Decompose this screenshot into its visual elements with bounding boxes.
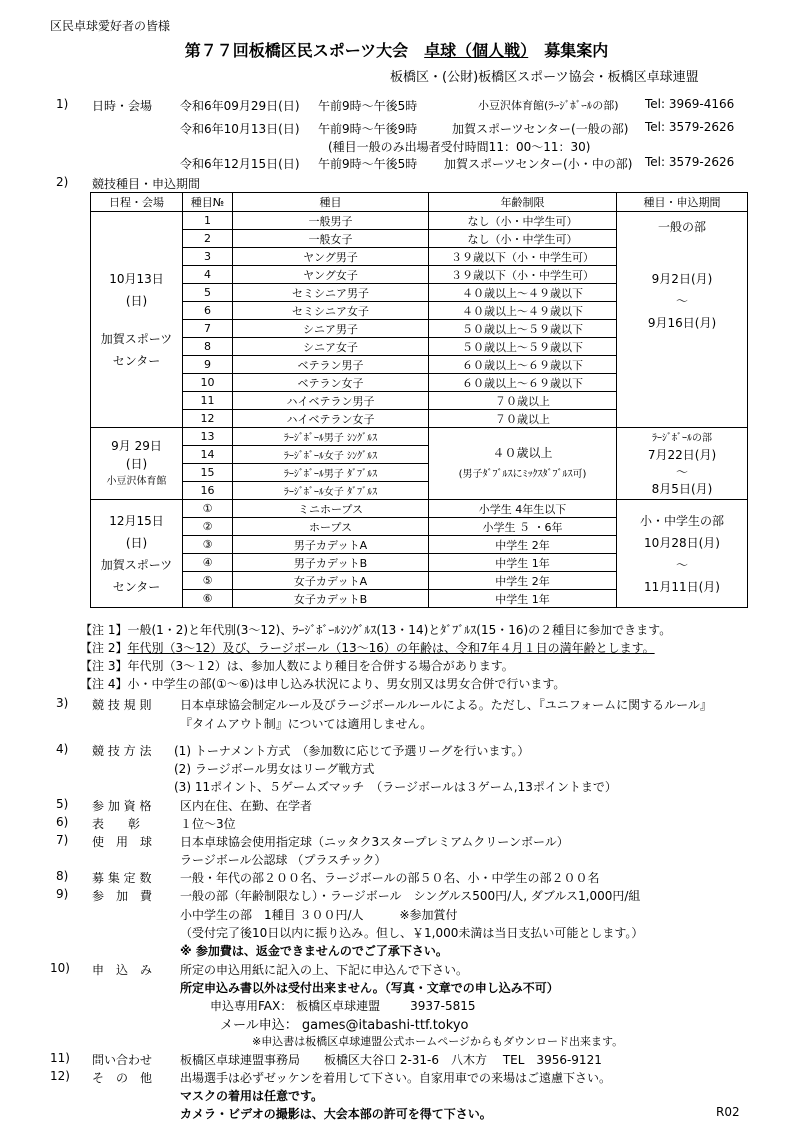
section-10-number: 10) (50, 961, 70, 975)
event-no: ① (183, 500, 233, 518)
note-4 (80, 675, 565, 692)
event-age: ４０歳以上～４９歳以下 (429, 302, 617, 320)
group-c-period-title: 小・中学生の部 (639, 513, 724, 528)
schedule-2-date: 令和6年10月13日(日) (180, 122, 300, 136)
section-7-label: 使 用 球 (92, 835, 153, 849)
event-age: ３９歳以下（小・中学生可） (429, 248, 617, 266)
schedule-3-date: 令和6年12月15日(日) (180, 157, 300, 171)
section-10-label: 申 込 み (92, 963, 153, 977)
group-c-period-start: 10月28日(月) (644, 535, 720, 550)
event-name: セミシニア女子 (233, 302, 429, 320)
section-12-number: 12) (50, 1069, 70, 1083)
mail-label: メール申込： (220, 1018, 298, 1033)
apply-line-2: 所定申込み書以外は受付出来ません。（写真・文章での申し込み不可） (180, 981, 559, 995)
section-9-number: 9) (56, 887, 69, 901)
organizers: 板橋区・(公財)板橋区スポーツ協会・板橋区卓球連盟 (390, 70, 699, 85)
section-8-number: 8) (56, 869, 69, 883)
table-row (91, 500, 748, 518)
section-6-number: 6) (56, 815, 69, 829)
ball-line-1: 日本卓球協会使用指定球（ニッタク3スタープレミアムクリーンボール） (180, 835, 569, 849)
event-name: 男子カデットA (233, 536, 429, 554)
event-name: ﾗｰｼﾞﾎﾞｰﾙ男子 ﾀﾞﾌﾞﾙｽ (233, 464, 429, 482)
section-4-label: 競 技 方 法 (92, 744, 152, 758)
other-line-2: マスクの着用は任意です。 (180, 1089, 324, 1103)
event-no: 14 (183, 446, 233, 464)
fee-line-1: 一般の部（年齢制限なし）・ラージボール シングルス500円/人, ダブルス1,000円/組 (180, 889, 641, 903)
event-name: ヤング女子 (233, 266, 429, 284)
event-no: ⑤ (183, 572, 233, 590)
event-no: 7 (183, 320, 233, 338)
group-c-period (617, 500, 748, 608)
section-3-label: 競 技 規 則 (92, 698, 152, 712)
event-name: 男子カデットB (233, 554, 429, 572)
event-name: ハイベテラン女子 (233, 410, 429, 428)
group-b-schedule (91, 428, 183, 500)
event-age: ７０歳以上 (429, 410, 617, 428)
event-name: セミシニア男子 (233, 284, 429, 302)
note-4-text: 小・中学生の部(①～⑥)は申し込み状況により、男女別又は男女合併で行います。 (127, 677, 566, 691)
event-name: ホープス (233, 518, 429, 536)
group-c-period-end: 11月11日(月) (644, 579, 720, 594)
fax-label: 申込専用FAX： (210, 999, 293, 1013)
event-age: 中学生 2年 (429, 536, 617, 554)
section-5-label: 参 加 資 格 (92, 799, 152, 813)
event-no: 8 (183, 338, 233, 356)
section-8-label: 募 集 定 数 (92, 871, 152, 885)
header-event: 種目 (233, 193, 429, 212)
group-c-schedule (91, 500, 183, 608)
event-no: 4 (183, 266, 233, 284)
event-age: ３９歳以下（小・中学生可） (429, 266, 617, 284)
event-name: 一般女子 (233, 230, 429, 248)
event-age: 中学生 1年 (429, 590, 617, 608)
event-age: ６０歳以上～６９歳以下 (429, 356, 617, 374)
group-c-period-tilde: ～ (675, 557, 688, 572)
group-a-venue-1: 加賀スポーツ (100, 331, 173, 346)
entry-table (90, 192, 748, 608)
group-a-period-title: 一般の部 (657, 220, 706, 234)
group-b-period (617, 428, 748, 500)
group-a-period-tilde: ～ (675, 294, 688, 308)
method-line-1: (1) トーナメント方式 （参加数に応じて予選リーグを行います。） (174, 744, 530, 758)
event-no: ③ (183, 536, 233, 554)
event-no: 16 (183, 482, 233, 500)
table-row (91, 212, 748, 230)
group-b-period-end: 8月5日(月) (651, 481, 713, 496)
note-3 (80, 657, 514, 674)
table-header-row (91, 193, 748, 212)
note-1-tag: 【注 1】 (80, 623, 128, 637)
event-age: ４０歳以上～４９歳以下 (429, 284, 617, 302)
event-age: ７０歳以上 (429, 392, 617, 410)
event-no: ④ (183, 554, 233, 572)
page-title (0, 38, 793, 61)
note-4-tag: 【注 4】 (80, 677, 128, 691)
group-b-age (429, 428, 617, 500)
group-b-date: 9月 29日 (111, 438, 162, 453)
note-2 (80, 639, 655, 656)
event-name: ベテラン男子 (233, 356, 429, 374)
event-age: ５０歳以上～５９歳以下 (429, 338, 617, 356)
method-line-2: (2) ラージボール男女はリーグ戦方式 (174, 762, 375, 776)
event-no: 11 (183, 392, 233, 410)
event-no: ⑥ (183, 590, 233, 608)
schedule-1-venue: 小豆沢体育館(ﾗｰｼﾞﾎﾞｰﾙの部) (478, 99, 619, 112)
title-event: 卓球（個人戦） (424, 41, 529, 60)
schedule-3-venue: 加賀スポーツセンター(小・中の部) (444, 157, 633, 171)
event-no: 13 (183, 428, 233, 446)
apply-mail[interactable] (220, 1014, 468, 1033)
group-a-venue-2: センター (112, 353, 161, 368)
event-name: ハイベテラン男子 (233, 392, 429, 410)
event-no: 9 (183, 356, 233, 374)
fee-line-3: （受付完了後10日以内に振り込み。但し、￥1,000未満は当日支払い可能とします。） (180, 926, 644, 940)
fax-org: 板橋区卓球連盟 (296, 999, 381, 1013)
section-12-label: そ の 他 (92, 1071, 153, 1085)
event-no: 1 (183, 212, 233, 230)
section-2-label: 競技種目・申込期間 (92, 177, 201, 191)
apply-line-5: ※申込書は板橋区卓球連盟公式ホームページからもダウンロード出来ます。 (252, 1035, 624, 1048)
capacity-text: 一般・年代の部２００名、ラージボールの部５０名、小・中学生の部２００名 (180, 871, 600, 885)
event-age: ６０歳以上～６９歳以下 (429, 374, 617, 392)
group-a-period-start: 9月2日(月) (651, 272, 713, 286)
event-no: 12 (183, 410, 233, 428)
rules-line-1: 日本卓球協会制定ルール及びラージボールルールによる。ただし、『ユニフォームに関するルール』 (180, 698, 712, 712)
event-no: 3 (183, 248, 233, 266)
event-no: 5 (183, 284, 233, 302)
mail-address[interactable]: games@itabashi-ttf.tokyo (301, 1018, 469, 1033)
section-4-number: 4) (56, 742, 69, 756)
header-schedule: 日程・会場 (91, 193, 183, 212)
apply-line-1: 所定の申込用紙に記入の上、下記に申込んで下さい。 (180, 963, 469, 977)
event-name: ベテラン女子 (233, 374, 429, 392)
event-age: 小学生 4年生以下 (429, 500, 617, 518)
header-no: 種目№ (183, 193, 233, 212)
ball-line-2: ラージボール公認球 （プラスチック） (180, 853, 387, 867)
group-c-venue-1: 加賀スポーツ (100, 557, 173, 572)
schedule-1-time: 午前9時～午後5時 (318, 99, 418, 113)
eligibility-text: 区内在住、在勤、在学者 (180, 799, 313, 813)
rules-line-2: 『タイムアウト制』については適用しません。 (180, 717, 433, 731)
note-1-text: 一般(1・2)と年代別(3～12)、ﾗｰｼﾞﾎﾞｰﾙｼﾝｸﾞﾙｽ(13・14)とﾀﾞﾌﾞﾙｽ(15・16)の２種目に参加できます。 (127, 623, 672, 637)
note-3-tag: 【注 3】 (80, 659, 128, 673)
addressee: 区民卓球愛好者の皆様 (50, 19, 171, 33)
section-11-number: 11) (50, 1051, 70, 1065)
event-name: 女子カデットB (233, 590, 429, 608)
note-2-text: 年代別（3～12）及び、ラージボール（13～16）の年齢は、令和7年４月１日の満年齢とします。 (127, 641, 655, 655)
group-b-venue: 小豆沢体育館 (106, 475, 167, 487)
event-no: 10 (183, 374, 233, 392)
event-age: 中学生 1年 (429, 554, 617, 572)
schedule-2-tel: Tel: 3579-2626 (645, 120, 735, 134)
title-suffix: 募集案内 (544, 41, 609, 60)
event-age: なし（小・中学生可） (429, 212, 617, 230)
section-1-number: 1) (56, 97, 69, 111)
event-name: ﾗｰｼﾞﾎﾞｰﾙ女子 ﾀﾞﾌﾞﾙｽ (233, 482, 429, 500)
schedule-3-time: 午前9時～午後5時 (318, 157, 418, 171)
section-2-number: 2) (56, 175, 69, 189)
section-11-label: 問い合わせ (92, 1053, 153, 1067)
group-b-day: (日) (125, 456, 148, 471)
note-1 (80, 621, 671, 638)
note-2-tag: 【注 2】 (80, 641, 128, 655)
group-b-period-title: ﾗｰｼﾞﾎﾞｰﾙの部 (652, 432, 712, 444)
event-no: 15 (183, 464, 233, 482)
group-c-day: (日) (125, 535, 148, 550)
event-name: シニア男子 (233, 320, 429, 338)
group-a-schedule (91, 212, 183, 428)
section-6-label: 表 彰 (92, 817, 141, 831)
table-row (91, 428, 748, 446)
event-no: 2 (183, 230, 233, 248)
group-b-period-tilde: ～ (675, 464, 688, 479)
schedule-3-tel: Tel: 3579-2626 (645, 155, 735, 169)
event-name: シニア女子 (233, 338, 429, 356)
group-a-day: (日) (125, 293, 148, 308)
fax-number: 3937-5815 (410, 999, 476, 1013)
schedule-2-time: 午前9時～午後9時 (318, 122, 418, 136)
section-1-label: 日時・会場 (92, 99, 153, 113)
event-no: 6 (183, 302, 233, 320)
other-line-1: 出場選手は必ずゼッケンを着用して下さい。自家用車での来場はご遠慮下さい。 (180, 1071, 612, 1085)
group-b-age-2: (男子ﾀﾞﾌﾞﾙｽにﾐｯｸｽﾀﾞﾌﾞﾙｽ可) (458, 468, 587, 480)
group-a-date: 10月13日 (109, 271, 164, 286)
event-name: ヤング男子 (233, 248, 429, 266)
schedule-1-date: 令和6年09月29日(日) (180, 99, 300, 113)
header-period: 種目・申込期間 (617, 193, 748, 212)
event-name: 一般男子 (233, 212, 429, 230)
event-age: 小学生 ５ ・6年 (429, 518, 617, 536)
section-7-number: 7) (56, 833, 69, 847)
event-age: 中学生 2年 (429, 572, 617, 590)
event-name: ﾗｰｼﾞﾎﾞｰﾙ男子 ｼﾝｸﾞﾙｽ (233, 428, 429, 446)
event-age: なし（小・中学生可） (429, 230, 617, 248)
contact-text: 板橋区卓球連盟事務局 板橋区大谷口 2-31-6 八木方 TEL 3956-9121 (180, 1053, 602, 1067)
other-line-3: カメラ・ビデオの撮影は、大会本部の許可を得て下さい。 (180, 1107, 492, 1121)
header-age: 年齢制限 (429, 193, 617, 212)
event-name: ﾗｰｼﾞﾎﾞｰﾙ女子 ｼﾝｸﾞﾙｽ (233, 446, 429, 464)
footer-code: R02 (716, 1105, 740, 1119)
event-age: ５０歳以上～５９歳以下 (429, 320, 617, 338)
method-line-3: (3) 11ポイント、５ゲームズマッチ （ラージボールは３ゲーム,13ポイントまで） (174, 780, 617, 794)
awards-text: １位～3位 (180, 817, 236, 831)
note-3-text: 年代別（3～１2）は、参加人数により種目を合併する場合があります。 (127, 659, 514, 673)
schedule-2-venue: 加賀スポーツセンター(一般の部) (452, 122, 629, 136)
schedule-1-tel: Tel: 3969-4166 (645, 97, 735, 111)
section-5-number: 5) (56, 797, 69, 811)
title-main: 第７７回板橋区民スポーツ大会 (184, 41, 409, 60)
group-b-period-start: 7月22日(月) (647, 447, 717, 462)
group-b-age-1: ４０歳以上 (492, 445, 553, 460)
group-a-period (617, 212, 748, 428)
fee-line-2: 小中学生の部 1種目 ３００円/人 ※参加賞付 (180, 908, 458, 922)
apply-fax (210, 997, 476, 1014)
fee-line-4: ※ 参加費は、返金できませんのでご了承下さい。 (180, 944, 448, 958)
group-c-date: 12月15日 (109, 513, 164, 528)
schedule-note: (種目一般のみ出場者受付時間11：00～11：30) (328, 140, 591, 154)
group-c-venue-2: センター (112, 579, 161, 594)
event-name: ミニホープス (233, 500, 429, 518)
group-a-period-end: 9月16日(月) (647, 316, 717, 330)
event-no: ② (183, 518, 233, 536)
section-3-number: 3) (56, 696, 69, 710)
event-name: 女子カデットA (233, 572, 429, 590)
section-9-label: 参 加 費 (92, 889, 153, 903)
